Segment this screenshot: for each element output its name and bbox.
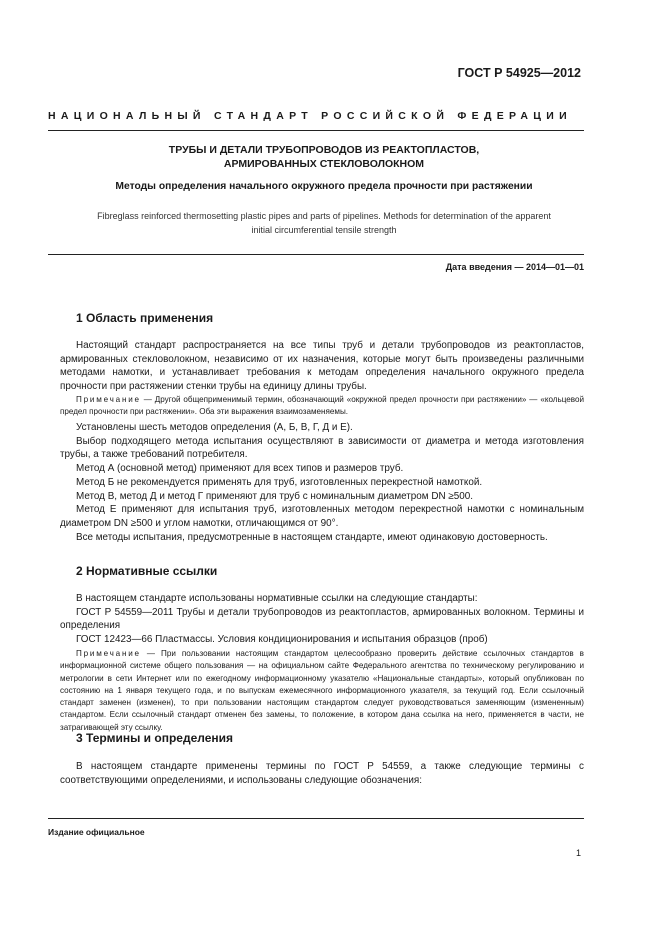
introduction-date: Дата введения — 2014—01—01 [445, 262, 584, 272]
section-2-heading: 2 Нормативные ссылки [76, 564, 218, 578]
english-title-line-1: Fibreglass reinforced thermosetting plastic pipes and parts of pipelines. Methods for determination of the apparent [97, 211, 551, 221]
header-divider [48, 130, 584, 131]
section-3-paragraph: В настоящем стандарте применены термины по ГОСТ Р 54559, а также следующие термины с соответствующими определениями, и использованы следующие обозначения: [60, 761, 584, 786]
document-subtitle: Методы определения начального окружного предела прочности при растяжении [115, 181, 533, 192]
section-1-body [60, 339, 584, 394]
section-1-heading: 1 Область применения [76, 311, 214, 325]
footer-divider [48, 818, 584, 819]
standard-code: ГОСТ Р 54925—2012 [457, 66, 581, 80]
section-1-paragraph: Метод Б не рекомендуется применять для труб, изготовленных перекрестной намоткой. [76, 476, 483, 488]
title-line-1: ТРУБЫ И ДЕТАЛИ ТРУБОПРОВОДОВ ИЗ РЕАКТОПЛАСТОВ, [168, 144, 480, 156]
section-1-paragraph: Метод А (основной метод) применяют для всех типов и размеров труб. [76, 463, 404, 475]
note-text: — При пользовании настоящим стандартом целесообразно проверить действие ссылочных стандартов в информационной системе общего пользования — на официальном сайте Федерального агентства по техническому регулированию и метрологии в сети Интернет или по ежегодному информационному указателю «Национальные стандарты», который опубликован по состоянию на 1 января текущего года, и по выпускам ежемесячного информационного указателя, за текущий год. Если ссылочный стандарт заменен (изменен), то при пользовании настоящим стандартом следует руководствоваться заменяющим (измененным) стандартом. Если ссылочный стандарт отменен без замены, то положение, в котором дана ссылка на него, применяется в части, не затрагивающей эту ссылку. [60, 649, 584, 732]
document-title [48, 143, 600, 171]
section-3-heading: 3 Термины и определения [76, 731, 234, 745]
note-text: — Другой общеприменимый термин, обозначающий «окружной предел прочности при растяжении» — «кольцевой предел прочности при растяжении». Оба эти выражения взаимозаменяемы. [60, 395, 584, 417]
section-1-paragraph: Настоящий стандарт распространяется на все типы труб и детали трубопроводов из реактопластов, армированных стекловолокном, независимо от их назначения, которые могут быть произведены различными методами намотки, и устанавливает требования к методам определения начального окружного предела прочности при растяжении стенки трубы на единицу длины трубы. [60, 340, 584, 393]
section-2-body [60, 592, 584, 647]
page-number: 1 [575, 848, 581, 858]
section-3-body [60, 760, 584, 787]
note-label: Примечание [76, 395, 141, 404]
section-1-paragraph: Выбор подходящего метода испытания осуществляют в зависимости от диаметра и метода изготовления трубы, а также требований потребителя. [60, 435, 584, 461]
national-standard-banner: НАЦИОНАЛЬНЫЙ СТАНДАРТ РОССИЙСКОЙ ФЕДЕРАЦИИ [48, 110, 572, 122]
title-line-2: АРМИРОВАННЫХ СТЕКЛОВОЛОКНОМ [223, 158, 425, 170]
section-1-note [60, 394, 584, 419]
english-title-line-2: initial circumferential tensile strength [251, 225, 397, 235]
date-divider [48, 254, 584, 255]
section-1-methods [60, 421, 584, 544]
section-1-paragraph: Установлены шесть методов определения (А, Б, В, Г, Д и Е). [76, 422, 353, 433]
edition-label: Издание официальное [48, 827, 145, 837]
note-label: Примечание [76, 649, 141, 658]
reference-item: ГОСТ Р 54559—2011 Трубы и детали трубопроводов из реактопластов, армированных волокном. Термины и определения [60, 606, 584, 632]
reference-item: ГОСТ 12423—66 Пластмассы. Условия кондиционирования и испытания образцов (проб) [76, 634, 488, 646]
section-1-paragraph: Все методы испытания, предусмотренные в настоящем стандарте, имеют одинаковую достоверность. [76, 531, 548, 543]
section-2-paragraph: В настоящем стандарте использованы нормативные ссылки на следующие стандарты: [76, 593, 478, 604]
english-title [48, 209, 600, 237]
section-1-paragraph: Метод В, метод Д и метод Г применяют для труб с номинальным диаметром DN ≥500. [76, 490, 473, 502]
section-2-note [60, 648, 584, 734]
section-1-paragraph: Метод Е применяют для испытания труб, изготовленных методом перекрестной намотки с номинальным диаметром DN ≥500 и углом намотки, отличающимся от 90°. [60, 504, 584, 529]
